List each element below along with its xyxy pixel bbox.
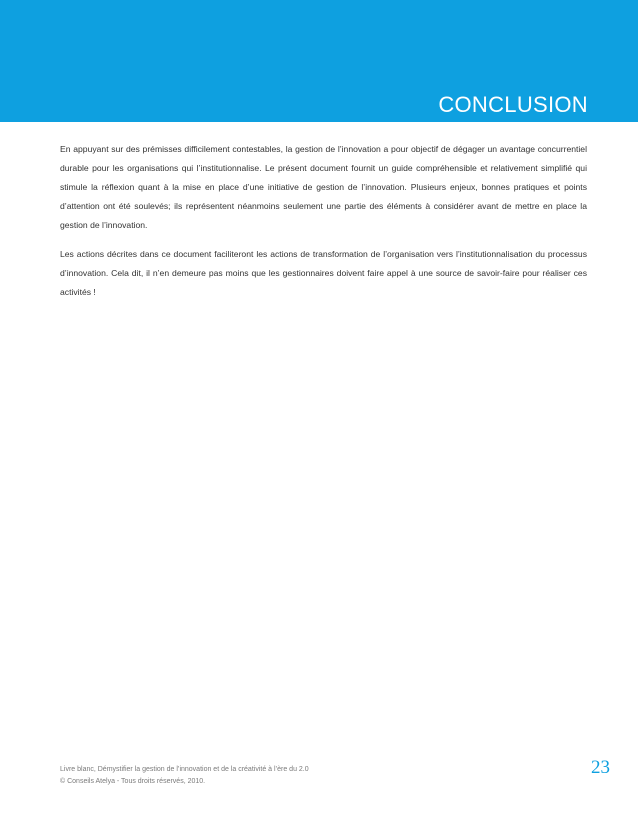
- footer-copyright: © Conseils Atelya - Tous droits réservés, 2010.: [60, 778, 206, 785]
- footer-document-title: Livre blanc, Démystifier la gestion de l’innovation et de la créativité à l’ère du 2.0: [60, 766, 309, 773]
- footer: [60, 764, 587, 794]
- main-content: [60, 140, 587, 312]
- paragraph-2: Les actions décrites dans ce document faciliteront les actions de transformation de l’organisation vers l’institutionnalisation du processus d’innovation. Cela dit, il n’en demeure pas moins que les gestionnaires doivent faire appel à une source de savoir-faire pour réaliser ces activités !: [60, 249, 587, 297]
- paragraph-1: En appuyant sur des prémisses difficilement contestables, la gestion de l’innovation a pour objectif de dégager un avantage concurrentiel durable pour les organisations qui l’institutionnalise. Le présent document fournit un guide compréhensible et relativement simplifié qui stimule la réflexion quant à la mise en place d’une initiative de gestion de l’innovation. Plusieurs enjeux, bonnes pratiques et points d’attention ont été soulevés; ils représentent néanmoins seulement une partie des éléments à considérer avant de mettre en place la gestion de l’innovation.: [60, 144, 587, 230]
- header-band: [0, 0, 638, 122]
- section-title: CONCLUSION: [438, 92, 588, 117]
- page-number: 23: [591, 757, 610, 778]
